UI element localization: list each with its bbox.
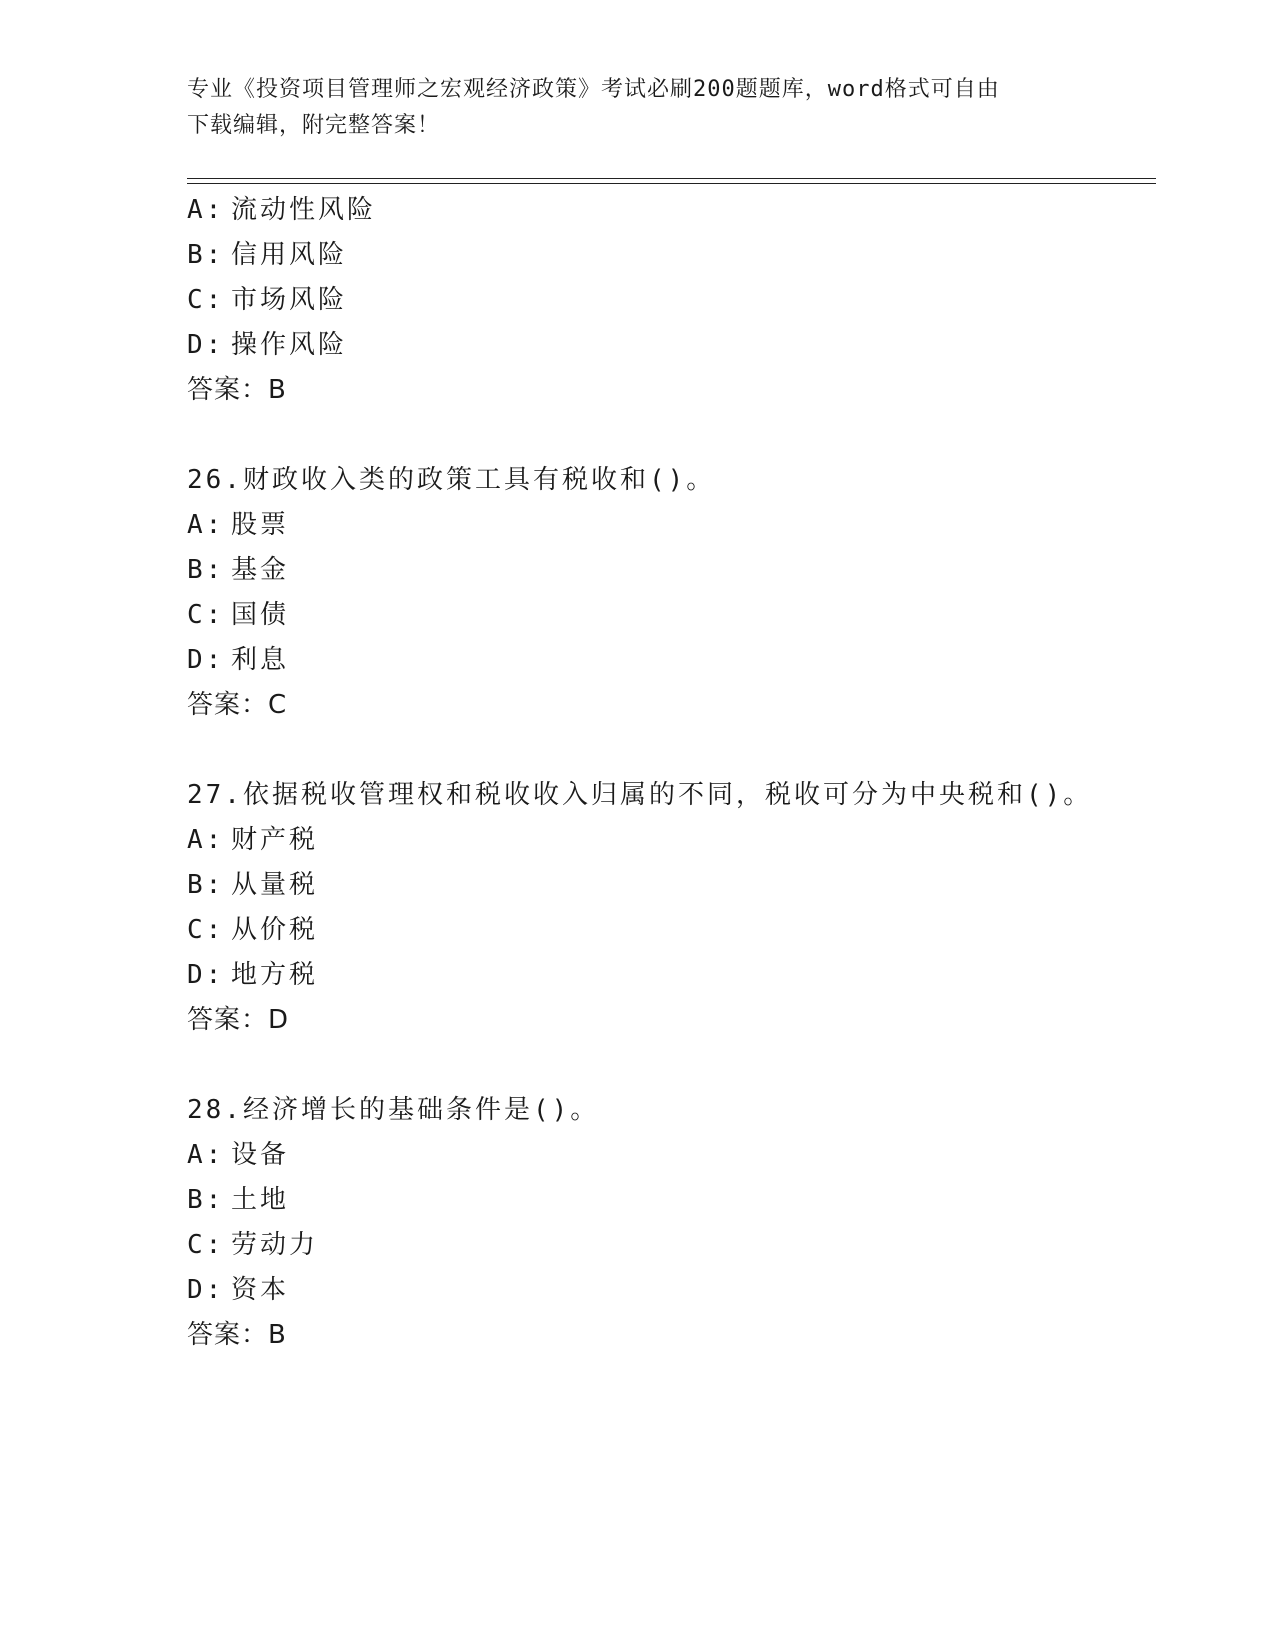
option-a [187,193,376,227]
option-letter: B: [187,870,225,900]
option-a [187,823,318,857]
option-letter: A: [187,1140,225,1170]
option-text: 地方税 [231,960,319,990]
option-letter: A: [187,510,225,540]
option-b [187,238,347,272]
option-text: 基金 [231,555,290,585]
option-letter: D: [187,645,225,675]
option-a [187,1138,289,1172]
option-letter: A: [187,825,225,855]
header-line-2: 下载编辑，附完整答案！ [187,113,441,138]
option-letter: B: [187,1185,225,1215]
option-text: 信用风险 [231,240,348,270]
header-line-1: 专业《投资项目管理师之宏观经济政策》考试必刷200题题库，word格式可自由 [187,77,1000,102]
option-text: 财产税 [231,825,319,855]
option-a [187,508,289,542]
option-text: 劳动力 [231,1230,319,1260]
option-letter: C: [187,285,225,315]
question-stem: 26.财政收入类的政策工具有税收和()。 [187,465,716,495]
header-divider-bottom [187,183,1156,184]
option-text: 流动性风险 [231,195,377,225]
option-text: 资本 [231,1275,290,1305]
option-d [187,328,347,362]
option-b [187,868,318,902]
option-text: 市场风险 [231,285,348,315]
option-letter: C: [187,1230,225,1260]
answer-line: 答案：B [187,375,287,405]
option-text: 从量税 [231,870,319,900]
option-text: 利息 [231,645,290,675]
option-text: 操作风险 [231,330,348,360]
option-d [187,643,289,677]
question-stem: 27.依据税收管理权和税收收入归属的不同，税收可分为中央税和()。 [187,780,1093,810]
option-letter: A: [187,195,225,225]
header-divider-top [187,178,1156,179]
option-text: 从价税 [231,915,319,945]
option-letter: D: [187,960,225,990]
option-d [187,1273,289,1307]
option-text: 股票 [231,510,290,540]
option-text: 土地 [231,1185,290,1215]
option-letter: C: [187,600,225,630]
question-stem: 28.经济增长的基础条件是()。 [187,1095,600,1125]
option-c [187,1228,318,1262]
option-text: 国债 [231,600,290,630]
option-letter: B: [187,240,225,270]
option-letter: D: [187,1275,225,1305]
option-b [187,553,289,587]
option-c [187,913,318,947]
option-letter: B: [187,555,225,585]
answer-line: 答案：D [187,1005,290,1035]
option-c [187,598,289,632]
option-d [187,958,318,992]
answer-line: 答案：B [187,1320,287,1350]
option-c [187,283,347,317]
option-letter: D: [187,330,225,360]
option-letter: C: [187,915,225,945]
option-text: 设备 [231,1140,290,1170]
answer-line: 答案：C [187,690,288,720]
option-b [187,1183,289,1217]
document-header [187,72,1077,144]
